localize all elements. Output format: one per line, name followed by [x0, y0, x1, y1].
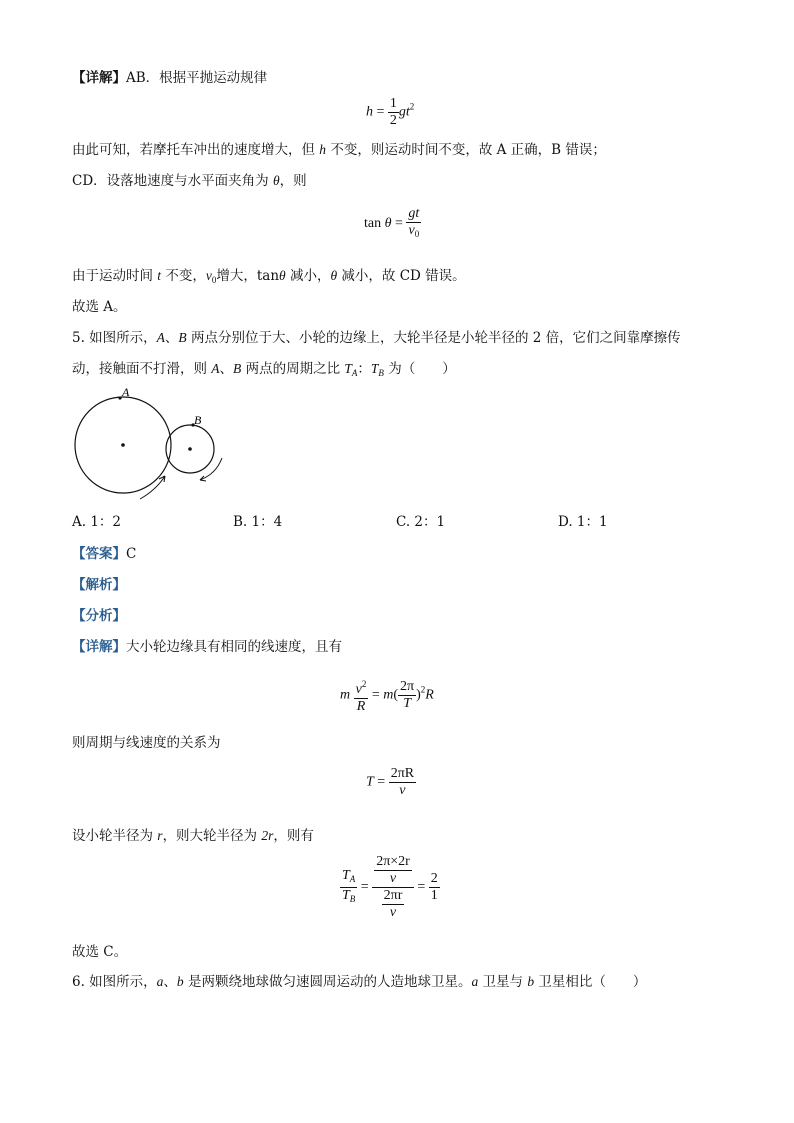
answer-line [72, 544, 136, 564]
label-b: B [194, 413, 202, 427]
formula-centripetal: m $\frac{v^2}{R}$ = m( $\frac{2\pi}{T}$ )$^2$R [340, 676, 434, 715]
question-6-line-1: 6. 如图所示，a、b 是两颗绕地球做匀速圆周运动的人造地球卫星。a 卫星与 b 卫星相比（ ） [72, 974, 647, 990]
wheels-figure [72, 382, 242, 502]
answer-value: C [126, 546, 137, 562]
detail-line-2: 由此可知，若摩托车冲出的速度增大，但 h 不变，则运动时间不变，故 A 正确，B 错误； [72, 142, 606, 158]
option-d[interactable]: D. 1：1 [558, 514, 608, 530]
detail-line-1: 【详解】AB．根据平抛运动规律 [72, 70, 268, 86]
formula-free-fall: h = $\frac{1}{2}$ $gt^2$ [366, 96, 415, 128]
large-wheel-center [121, 443, 125, 447]
option-c[interactable]: C. 2：1 [396, 514, 446, 530]
question-5-line-2: 动，接触面不打滑，则 A、B 两点的周期之比 $T_A$：$T_B$ 为（ ） [72, 361, 456, 378]
conclusion-c: 故选 C。 [72, 944, 128, 960]
option-b[interactable]: B. 1：4 [233, 514, 283, 530]
small-wheel-center [188, 447, 192, 451]
option-a[interactable]: A. 1：2 [72, 514, 122, 530]
detail-line-5: 【详解】大小轮边缘具有相同的线速度，且有 [72, 639, 342, 655]
answer-tag: 【答案】 [72, 546, 126, 562]
large-wheel-arrowhead [159, 476, 165, 482]
formula-period: T = $\frac{2\pi R}{v}$ [366, 766, 415, 798]
analysis2-tag: 【分析】 [72, 608, 126, 624]
detail-line-4: 由于运动时间 t 不变，$v_0$增大，tanθ 减小，θ 减小，故 CD 错误。 [72, 268, 466, 285]
detail-line-6: 则周期与线速度的关系为 [72, 735, 221, 751]
question-5-line-1: 5. 如图所示，A、B 两点分别位于大、小轮的边缘上，大轮半径是小轮半径的 2 倍，它们之间靠摩擦传 [72, 330, 681, 346]
analysis-tag: 【解析】 [72, 577, 126, 593]
detail-line-3: CD．设落地速度与水平面夹角为 θ，则 [72, 173, 307, 189]
formula-ratio: $\frac{T_A}{T_B}$ = $\frac{\frac{2\pi\times 2r}{v}}{\frac{2\pi r}{v}}$ = $\frac{2}{1}$ [342, 854, 438, 920]
large-wheel-arrow [140, 476, 165, 499]
detail-line-7: 设小轮半径为 r，则大轮半径为 2r，则有 [72, 828, 314, 844]
formula-tan-theta: tan θ = $\frac{gt}{v_0}$ [364, 206, 420, 239]
detail-tag: 【详解】 [72, 70, 126, 86]
label-a: A [122, 385, 130, 399]
conclusion-a: 故选 A。 [72, 299, 127, 315]
